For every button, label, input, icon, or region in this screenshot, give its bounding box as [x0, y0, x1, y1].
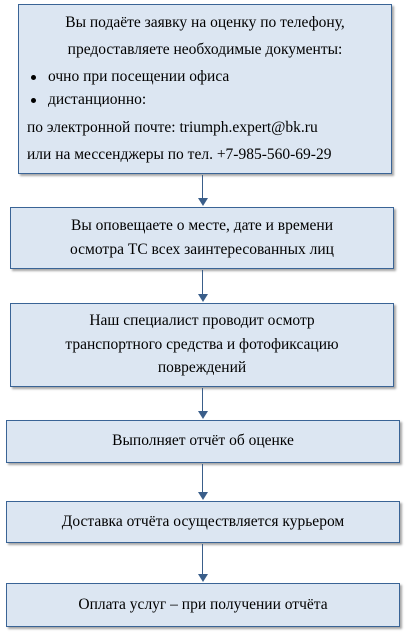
- step-6-box: [6, 583, 400, 627]
- step-3-line-2: транспортного средства и фотофиксацию: [65, 335, 339, 353]
- arrow-3-head: [198, 411, 208, 419]
- arrow-5-shaft: [202, 544, 203, 575]
- step-1-email-line: по электронной почте: triumph.expert@bk.ru: [27, 118, 318, 136]
- step-2-line-2: осмотра ТС всех заинтересованных лиц: [70, 241, 334, 258]
- step-3-box: [10, 303, 394, 387]
- step-1-bullet-1: [27, 66, 383, 88]
- step-4-line-1: Выполняет отчёт об оценке: [112, 432, 294, 450]
- step-1-bullet-2: [27, 89, 383, 111]
- arrow-1-head: [198, 198, 208, 206]
- step-3-line-1: Наш специалист проводит осмотр: [89, 312, 315, 330]
- step-1-box: [18, 4, 392, 174]
- step-1-bullet-1-text: очно при посещении офиса: [48, 67, 230, 85]
- step-5-line-1: Доставка отчёта осуществляется курьером: [61, 512, 345, 530]
- arrow-4-head: [198, 492, 208, 500]
- step-1-phone-line: или на мессенджеры по тел. +7-985-560-69-29: [27, 146, 332, 164]
- step-1-line-2: предоставляете необходимые документы:: [67, 41, 343, 59]
- step-6-line-1: Оплата услуг – при получении отчёта: [78, 595, 328, 613]
- arrow-2-shaft: [202, 270, 203, 295]
- step-2-line-1: Вы оповещаете о месте, дате и времени: [70, 216, 334, 234]
- step-5-box: [6, 501, 400, 543]
- step-4-box: [6, 420, 400, 463]
- arrow-1-shaft: [202, 175, 203, 199]
- arrow-4-shaft: [202, 464, 203, 493]
- arrow-4: [198, 464, 208, 500]
- step-3-line-3: повреждений: [157, 359, 247, 377]
- arrow-2-head: [198, 294, 208, 302]
- bullet-icon: [31, 98, 36, 103]
- arrow-2: [198, 270, 208, 302]
- arrow-5-head: [198, 574, 208, 582]
- arrow-1: [198, 175, 208, 206]
- arrow-5: [198, 544, 208, 582]
- step-1-bullet-2-text: дистанционно:: [48, 91, 147, 109]
- arrow-3: [198, 388, 208, 419]
- arrow-3-shaft: [202, 388, 203, 412]
- bullet-icon: [31, 75, 36, 80]
- step-1-line-1: Вы подаёте заявку на оценку по телефону,: [65, 14, 345, 31]
- step-2-box: [10, 207, 394, 269]
